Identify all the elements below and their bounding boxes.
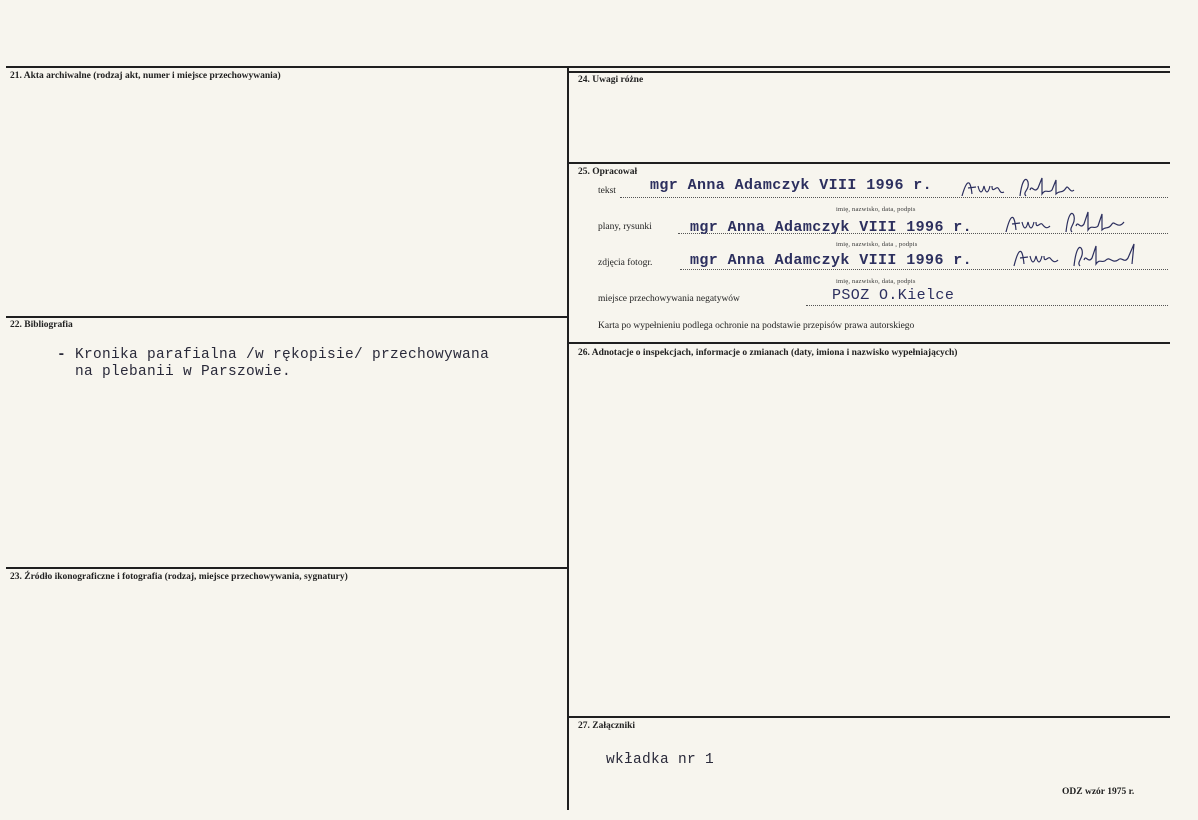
divider-25-26 [568, 342, 1170, 344]
bibliography-line-1: Kronika parafialna /w rękopisie/ przechowywana [75, 347, 490, 363]
caption-3: imię, nazwisko, data, podpis [836, 278, 916, 285]
form-version-mark: ODZ wzór 1975 r. [1062, 787, 1135, 797]
zdjecia-label: zdjęcia fotogr. [598, 258, 653, 268]
divider-24-top [568, 71, 1170, 73]
section-21-label: 21. Akta archiwalne (rodzaj akt, numer i miejsce przechowywania) [10, 71, 281, 81]
vertical-divider [567, 66, 569, 810]
signature-1 [956, 172, 1096, 202]
divider-26-27 [568, 716, 1170, 718]
section-22-label: 22. Bibliografia [10, 320, 73, 330]
negatywy-line [806, 305, 1168, 306]
divider-22-23 [6, 567, 568, 569]
tekst-label: tekst [598, 186, 616, 196]
zdjecia-value: mgr Anna Adamczyk VIII 1996 r. [690, 252, 973, 269]
signature-2 [1000, 206, 1140, 236]
caption-1: imię, nazwisko, data, podpis [836, 206, 916, 213]
top-rule [6, 66, 1170, 68]
negatywy-label: miejsce przechowywania negatywów [598, 294, 740, 304]
section-23-label: 23. Źródło ikonograficzne i fotografia (rodzaj, miejsce przechowywania, sygnatury) [10, 572, 348, 582]
tekst-value: mgr Anna Adamczyk VIII 1996 r. [650, 177, 933, 194]
section-26-label: 26. Adnotacje o inspekcjach, informacje o zmianach (daty, imiona i nazwisko wypełniających) [578, 348, 958, 358]
plany-value: mgr Anna Adamczyk VIII 1996 r. [690, 219, 973, 236]
negatywy-value: PSOZ O.Kielce [832, 287, 955, 304]
caption-2: imię, nazwisko, data , podpis [836, 241, 918, 248]
section-24-label: 24. Uwagi różne [578, 75, 644, 85]
bibliography-line-2: na plebanii w Parszowie. [75, 364, 292, 380]
signature-3 [1008, 240, 1158, 270]
section-25-label: 25. Opracował [578, 167, 638, 177]
section-27-label: 27. Załączniki [578, 721, 636, 731]
divider-24-25 [568, 162, 1170, 164]
copyright-note: Karta po wypełnieniu podlega ochronie na podstawie przepisów prawa autorskiego [598, 321, 915, 331]
bibliography-bullet: - [57, 347, 67, 363]
attachments-value: wkładka nr 1 [606, 752, 715, 768]
divider-21-22 [6, 316, 568, 318]
plany-label: plany, rysunki [598, 222, 652, 232]
